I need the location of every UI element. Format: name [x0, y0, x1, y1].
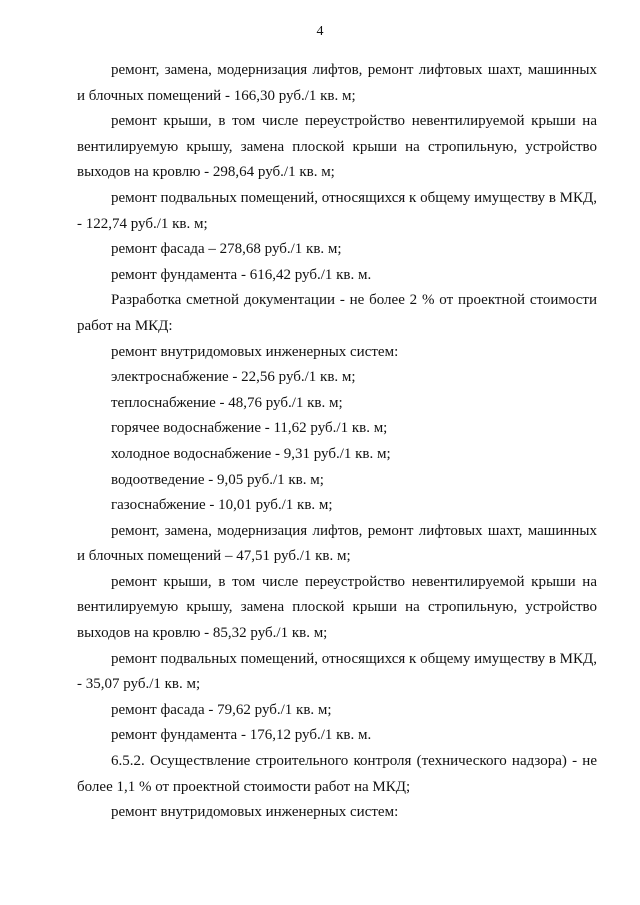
paragraph-line: холодное водоснабжение - 9,31 руб./1 кв. м; [111, 445, 391, 462]
paragraph-line: теплоснабжение - 48,76 руб./1 кв. м; [111, 394, 343, 411]
paragraph-line: ремонт фундамента - 176,12 руб./1 кв. м. [111, 727, 372, 744]
paragraph-line: выходов на кровлю - 85,32 руб./1 кв. м; [77, 625, 328, 642]
paragraph-line: ремонт, замена, модернизация лифтов, ремонт лифтовых шахт, машинных [111, 62, 597, 78]
paragraph [77, 109, 597, 186]
paragraph-line: газоснабжение - 10,01 руб./1 кв. м; [111, 497, 333, 514]
document-body [77, 58, 597, 826]
paragraph [77, 442, 597, 468]
paragraph-line: ремонт крыши, в том числе переустройство невентилируемой крыши на [111, 113, 597, 130]
paragraph-line: - 35,07 руб./1 кв. м; [77, 676, 201, 693]
paragraph [77, 391, 597, 417]
paragraph [77, 570, 597, 647]
paragraph [77, 800, 597, 826]
paragraph [77, 58, 597, 109]
paragraph-line: водоотведение - 9,05 руб./1 кв. м; [111, 471, 324, 488]
paragraph [77, 237, 597, 263]
paragraph [77, 365, 597, 391]
paragraph-line: ремонт внутридомовых инженерных систем: [111, 804, 399, 821]
paragraph [77, 647, 597, 698]
paragraph-line: электроснабжение - 22,56 руб./1 кв. м; [111, 369, 356, 386]
paragraph [77, 749, 597, 800]
paragraph-line: ремонт подвальных помещений, относящихся к общему имуществу в МКД, [111, 189, 597, 206]
paragraph-line: ремонт подвальных помещений, относящихся к общему имуществу в МКД, [111, 650, 597, 667]
page-number: 4 [316, 24, 324, 39]
paragraph-line: ремонт фасада - 79,62 руб./1 кв. м; [111, 701, 332, 718]
paragraph [77, 288, 597, 339]
paragraph-line: горячее водоснабжение - 11,62 руб./1 кв. м; [111, 420, 388, 437]
paragraph-line: ремонт внутридомовых инженерных систем: [111, 343, 399, 360]
paragraph-line: - 122,74 руб./1 кв. м; [77, 215, 208, 232]
paragraph-line: 6.5.2. Осуществление строительного контроля (технического надзора) - не [111, 753, 597, 770]
paragraph-line: и блочных помещений - 166,30 руб./1 кв. м; [77, 87, 356, 104]
paragraph-line: ремонт фасада – 278,68 руб./1 кв. м; [111, 241, 342, 258]
paragraph [77, 468, 597, 494]
paragraph [77, 519, 597, 570]
paragraph-line: и блочных помещений – 47,51 руб./1 кв. м; [77, 548, 351, 565]
paragraph [77, 263, 597, 289]
paragraph-line: выходов на кровлю - 298,64 руб./1 кв. м; [77, 164, 335, 181]
paragraph-line: более 1,1 % от проектной стоимости работ на МКД; [77, 778, 411, 795]
paragraph [77, 340, 597, 366]
paragraph [77, 723, 597, 749]
paragraph [77, 416, 597, 442]
paragraph-line: ремонт крыши, в том числе переустройство невентилируемой крыши на [111, 573, 597, 590]
paragraph [77, 186, 597, 237]
paragraph [77, 493, 597, 519]
paragraph-line: вентилируемую крышу, замена плоской крыши на стропильную, устройство [77, 138, 597, 155]
paragraph-line: вентилируемую крышу, замена плоской крыши на стропильную, устройство [77, 599, 597, 616]
paragraph-line: работ на МКД: [77, 317, 173, 334]
paragraph-line: ремонт, замена, модернизация лифтов, ремонт лифтовых шахт, машинных [111, 522, 597, 539]
paragraph [77, 698, 597, 724]
paragraph-line: Разработка сметной документации - не более 2 % от проектной стоимости [111, 292, 597, 309]
paragraph-line: ремонт фундамента - 616,42 руб./1 кв. м. [111, 266, 372, 283]
